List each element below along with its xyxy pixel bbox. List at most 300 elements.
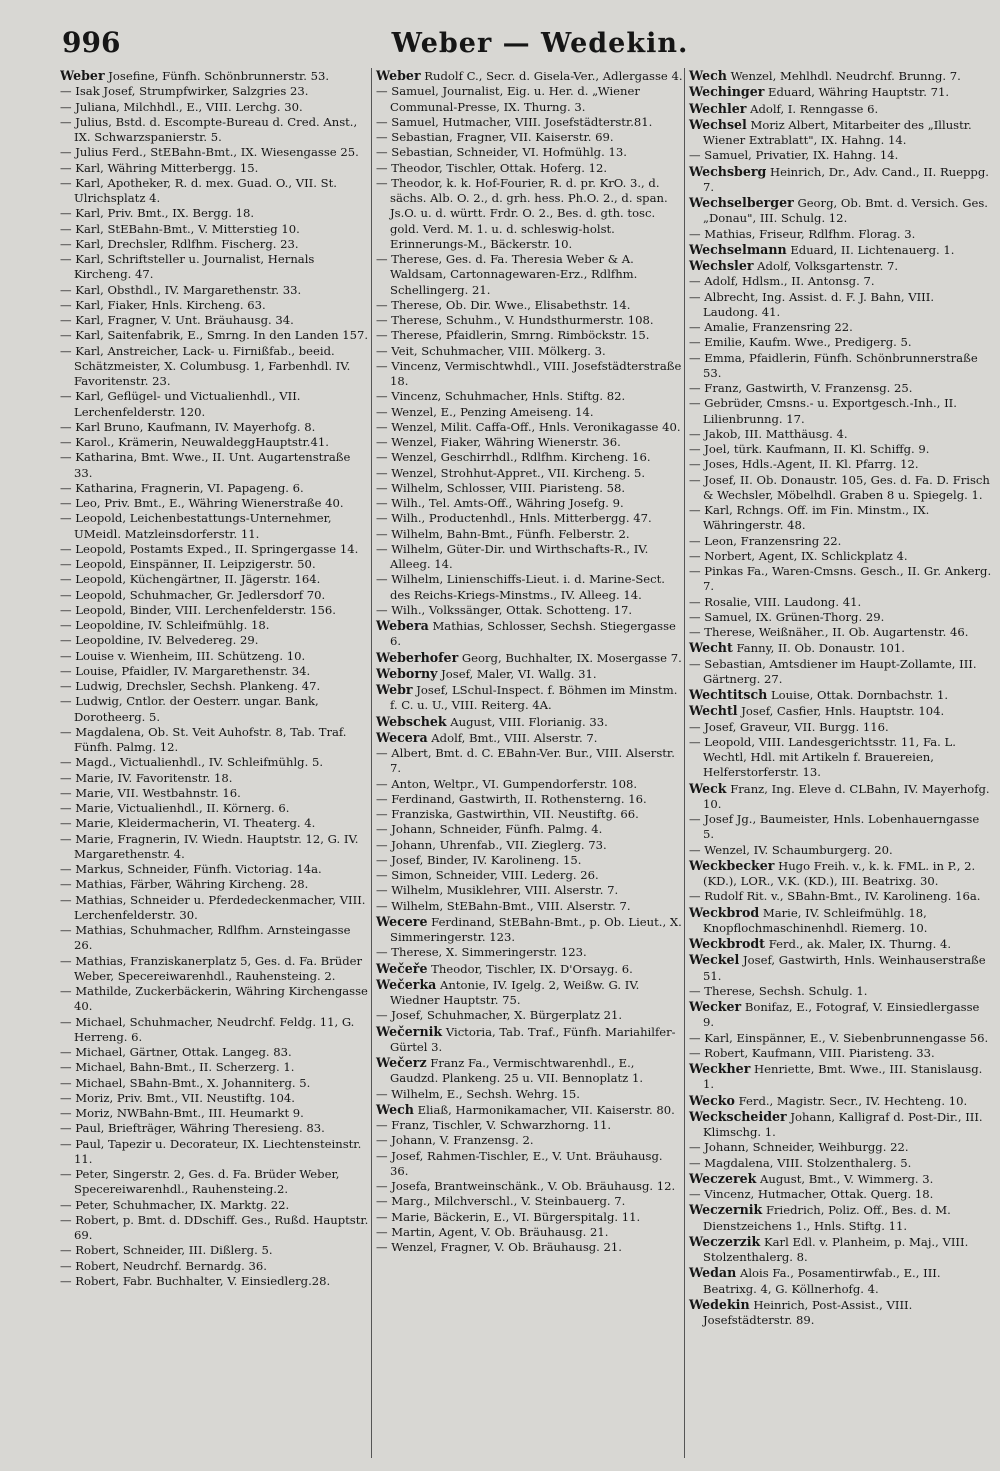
directory-entry [60,664,370,679]
entry-dash: — [376,945,392,960]
directory-entry [376,682,684,714]
entry-dash: — [689,1030,705,1045]
entry-dash: — [689,426,705,441]
entry-text: Wenzel, Geschirrhdl., Rdlfhm. Kircheng. 16. [391,450,651,465]
directory-entry [376,466,684,481]
entry-surname: Webr [376,682,413,697]
directory-entry [60,603,370,618]
entry-dash: — [60,1167,76,1181]
entry-dash: — [60,1090,76,1105]
entry-dash: — [376,602,392,617]
entry-text: Leopold, VIII. Landesgerichtsstr. 11, Fa. L. Wechtl, Hdl. mit Artikeln f. Brauereien, Helferstorferstr. 13. [703,734,956,780]
entry-text: Pinkas Fa., Waren-Cmsns. Gesch., II. Gr. Ankerg. 7. [703,564,992,594]
directory-entry [60,344,370,390]
entry-text: Moriz, Priv. Bmt., VII. Neustiftg. 104. [75,1090,295,1105]
entry-dash: — [689,594,705,609]
entry-text: Peter, Schuhmacher, IX. Marktg. 22. [75,1197,290,1212]
directory-entry [376,450,684,465]
entry-text: Norbert, Agent, IX. Schlickplatz 4. [704,548,908,563]
directory-entry [689,703,992,719]
entry-surname: Wechler [689,100,747,116]
directory-entry [689,274,992,289]
entry-text: Martin, Agent, V. Ob. Bräuhausg. 21. [391,1224,609,1239]
entry-text: Josefa, Brantweinschänk., V. Ob. Bräuhausg. 12. [391,1179,676,1193]
directory-entry [376,435,684,450]
entry-dash: — [60,328,76,343]
entry-text: Ludwig, Cntlor. der Oesterr. ungar. Bank, Dorotheerg. 5. [74,694,319,724]
directory-entry [689,936,992,952]
entry-dash: — [60,892,76,907]
entry-text: Julius Ferd., StEBahn-Bmt., IX. Wiesengasse 25. [75,145,359,160]
directory-entry [376,145,684,160]
entry-dash: — [60,1258,76,1273]
entry-text: Mathias, Schuhmacher, Rdlfhm. Arnsteingasse 26. [74,923,351,953]
page-number: 996 [62,26,121,59]
entry-text: Sebastian, Schneider, VI. Hofmühlg. 13. [391,145,627,160]
entry-dash: — [689,457,705,472]
entry-text: Robert, Neudrchf. Bernardg. 36. [75,1258,267,1273]
entry-text: Wilhelm, Linienschiffs-Lieut. i. d. Marine-Sect. des Reichs-Kriegs-Minstms., IV. Alleeg. 14. [390,572,665,602]
entry-text: Leopold, Leichenbestattungs-Unternehmer, UMeidl. Matzleinsdorferstr. 11. [74,511,332,541]
entry-dash: — [60,1197,76,1212]
directory-entry [689,68,992,84]
entry-surname: Wecere [376,913,428,929]
entry-dash: — [689,842,705,857]
directory-entry [60,1259,370,1274]
entry-dash: — [689,274,705,289]
entry-text: Gebrüder, Cmsns.- u. Exportgesch.-Inh., II. Lilienbrunng. 17. [703,396,957,426]
directory-entry [60,1121,370,1136]
entry-text: Karl, Anstreicher, Lack- u. Firnißfab., beeid. Schätzmeister, X. Columbusg. 1, Farbenhdl. IV. Favoritenstr. 23. [74,343,351,388]
directory-entry [689,858,992,890]
entry-text: Therese, Sechsh. Schulg. 1. [704,983,868,998]
entry-text: Leopoldine, IV. Schleifmühlg. 18. [75,618,270,632]
entry-surname: Wedekin [689,1296,750,1312]
directory-entry [376,618,684,650]
entry-surname: Weber [60,68,105,83]
directory-entry [376,420,684,435]
entry-dash: — [60,114,76,129]
entry-text: Paul, Briefträger, Währing Theresieng. 83. [75,1121,325,1136]
entry-text: Johann, Kalligraf d. Post-Dir., III. Klimschg. 1. [703,1109,983,1139]
entry-text: Samuel, Journalist, Eig. u. Her. d. „Wiener Communal-Presse, IX. Thurng. 3. [390,84,640,114]
entry-surname: Wechsel [689,116,747,132]
entry-text: Therese, Pfaidlerin, Smrng. Rimböckstr. 15. [391,328,650,343]
directory-entry [60,832,370,863]
entry-text: Marie, Kleidermacherin, VI. Theaterg. 4. [75,816,316,831]
entry-text: Leopold, Binder, VIII. Lerchenfelderstr. 156. [75,602,336,617]
entry-dash: — [376,883,392,898]
entry-text: Adolf, Hdlsm., II. Antonsg. 7. [704,274,875,289]
entry-dash: — [689,1045,705,1060]
entry-dash: — [376,1148,392,1163]
entry-text: Therese, Schuhm., V. Hundsthurmerstr. 108. [391,313,654,327]
directory-entry [60,923,370,954]
directory-entry [60,1274,370,1289]
directory-entry [689,148,992,163]
entry-surname: Wečerz [376,1055,427,1070]
entry-dash: — [689,1187,705,1201]
directory-entry [376,1210,684,1225]
entry-text: Rudolf C., Secr. d. Gisela-Ver., Adlergasse 4. [424,69,683,83]
entry-dash: — [689,889,705,904]
entry-dash: — [376,480,392,495]
entry-surname: Wechsler [689,258,754,273]
entry-text: Sebastian, Fragner, VII. Kaiserstr. 69. [391,130,614,144]
directory-entry [376,730,684,746]
entry-text: Josef, Rahmen-Tischler, E., V. Unt. Bräuhausg. 36. [390,1148,663,1178]
entry-dash: — [60,618,76,632]
entry-text: Mathias, Friseur, Rdlfhm. Florag. 3. [704,226,916,241]
entry-dash: — [60,663,76,678]
entry-text: Antonie, IV. Igelg. 2, Weißw. G. IV. Wiedner Hauptstr. 75. [390,977,640,1007]
directory-entry [689,242,992,258]
directory-entry [689,905,992,937]
directory-entry [376,1055,684,1087]
directory-entry [689,999,992,1031]
entry-text: Henriette, Bmt. Wwe., III. Stanislausg. 1. [703,1062,983,1092]
directory-entry [376,68,684,84]
directory-entry [60,206,370,221]
entry-dash: — [60,1121,76,1136]
directory-entry [60,298,370,313]
entry-dash: — [689,381,705,395]
directory-entry [376,511,684,526]
entry-dash: — [60,816,76,831]
directory-entry [376,945,684,960]
directory-entry [60,100,370,115]
entry-dash: — [60,496,76,510]
entry-text: Karl, StEBahn-Bmt., V. Mitterstieg 10. [75,221,300,236]
entry-text: Friedrich, Poliz. Off., Bes. d. M. Dienstzeichens 1., Hnls. Stiftg. 11. [703,1203,951,1233]
directory-entry [689,812,992,843]
entry-text: Johann, Schneider, Fünfh. Palmg. 4. [391,822,603,837]
entry-dash: — [60,602,76,617]
entry-text: Franz, Tischler, V. Schwarzhorng. 11. [391,1118,612,1132]
entry-text: Therese, Ges. d. Fa. Theresia Weber & A. Waldsam, Cartonnagewaren-Erz., Rdlfhm. Schellingerg. 21. [390,252,638,297]
directory-entry [689,781,992,813]
directory-entry [376,328,684,343]
entry-dash: — [60,541,76,556]
entry-dash: — [60,297,76,312]
entry-dash: — [376,1086,392,1101]
entry-dash: — [60,145,76,160]
directory-entry [689,1140,992,1155]
entry-dash: — [60,862,76,876]
directory-entry [689,1187,992,1202]
entry-text: Sebastian, Amtsdiener im Haupt-Zollamte, III. Gärtnerg. 27. [703,656,977,686]
directory-entry [60,420,370,435]
entry-dash: — [60,679,76,693]
directory-entry [60,984,370,1015]
entry-text: Leopold, Schuhmacher, Gr. Jedlersdorf 70. [75,587,326,602]
entry-text: Marie, IV. Schleifmühlg. 18, Knopflochmaschinenhdl. Riemerg. 10. [703,905,928,935]
entry-dash: — [376,450,392,465]
entry-dash: — [60,480,76,495]
directory-entry [376,868,684,883]
directory-entry [60,145,370,160]
directory-entry [60,389,370,420]
entry-dash: — [376,389,392,404]
entry-text: Veit, Schuhmacher, VIII. Mölkerg. 3. [391,343,606,358]
entry-text: Moriz, NWBahn-Bmt., III. Heumarkt 9. [75,1106,304,1120]
entry-text: Josef, Gastwirth, Hnls. Weinhauserstraße 51. [703,953,986,983]
directory-entry [376,344,684,359]
entry-dash: — [376,328,392,343]
directory-entry [376,746,684,777]
entry-text: Marie, IV. Favoritenstr. 18. [75,770,233,785]
directory-entry [376,899,684,914]
entry-dash: — [60,206,76,221]
entry-text: Karl, Apotheker, R. d. mex. Guad. O., VII. St. Ulrichsplatz 4. [74,175,337,205]
entry-surname: Wečerka [376,976,437,992]
directory-entry [376,714,684,730]
directory-entry [60,862,370,877]
entry-text: Eduard, II. Lichtenauerg. 1. [790,242,955,257]
entry-surname: Webschek [376,713,447,729]
directory-entry [60,313,370,328]
entry-surname: Weck [689,780,727,796]
entry-text: Wenzel, Fiaker, Währing Wienerstr. 36. [391,435,621,449]
entry-surname: Weckbrodt [689,936,765,951]
entry-text: Emilie, Kaufm. Wwe., Predigerg. 5. [704,335,912,350]
directory-entry [689,1202,992,1234]
directory-entry [60,588,370,603]
entry-dash: — [376,435,392,449]
entry-text: Karl, Fiaker, Hnls. Kircheng. 63. [75,297,266,312]
entry-text: Josef, Casfier, Hnls. Hauptstr. 104. [741,704,945,719]
entry-text: Josef, II. Ob. Donaustr. 105, Ges. d. Fa. D. Frisch & Wechsler, Möbelhdl. Graben 8 u. Spiegelg. 1. [703,472,990,502]
entry-surname: Wech [376,1101,414,1117]
entry-dash: — [689,148,705,163]
directory-entry [689,457,992,472]
entry-surname: Wecera [376,729,428,745]
entry-text: Emma, Pfaidlerin, Fünfh. Schönbrunnerstraße 53. [703,350,978,380]
entry-dash: — [60,587,76,602]
directory-entry [689,549,992,564]
entry-dash: — [689,719,705,734]
entry-dash: — [376,1240,392,1254]
entry-text: August, Bmt., V. Wimmerg. 3. [760,1171,934,1186]
entry-text: Josefine, Fünfh. Schönbrunnerstr. 53. [108,69,330,83]
entry-text: Johann, V. Franzensg. 2. [391,1133,534,1148]
entry-text: Leon, Franzensring 22. [704,533,842,548]
entry-surname: Weczerek [689,1170,757,1186]
entry-text: Alois Fa., Posamentirwfab., E., III. Beatrixg. 4, G. Köllnerhofg. 4. [703,1266,941,1296]
directory-entry [376,298,684,313]
entry-text: Theodor, Tischler, Ottak. Hoferg. 12. [391,160,608,175]
directory-entry [689,687,992,703]
directory-entry [376,389,684,404]
entry-dash: — [60,313,76,327]
entry-text: Theodor, k. k. Hof-Fourier, R. d. pr. KrO. 3., d. sächs. Alb. O. 2., d. grh. hess. Ph.O. 2., d. span. Js.O. u. d. württ. Frdr. O. 2., Bes. d. gth. tosc. gold. Verd. M. 1. u. d. schleswig-holst. Erinnerungs-M., Bäckerstr. 10. [390,175,668,251]
entry-text: Leo, Priv. Bmt., E., Währing Wienerstraße 40. [75,496,344,510]
directory-entry [376,977,684,1009]
directory-entry [376,961,684,977]
entry-dash: — [376,343,392,358]
directory-entry [60,725,370,756]
entry-dash: — [60,389,76,404]
directory-entry [60,633,370,648]
entry-dash: — [376,84,392,99]
directory-entry [689,381,992,396]
entry-text: Fanny, II. Ob. Donaustr. 101. [736,641,905,656]
entry-dash: — [60,419,76,434]
entry-text: Karl, Fragner, V. Unt. Bräuhausg. 34. [75,313,294,327]
directory-entry [689,1061,992,1093]
entry-dash: — [60,694,76,709]
entry-dash: — [376,114,392,129]
directory-entry [689,227,992,242]
entry-dash: — [60,99,76,114]
entry-surname: Wechsberg [689,163,767,179]
directory-entry [60,511,370,542]
directory-entry [60,694,370,725]
entry-text: Juliana, Milchhdl., E., VIII. Lerchg. 30. [75,99,303,114]
entry-text: Ferdinand, StEBahn-Bmt., p. Ob. Lieut., X. Simmeringerstr. 123. [390,914,682,944]
entry-dash: — [689,442,705,456]
entry-dash: — [60,511,76,526]
entry-dash: — [60,801,76,815]
entry-dash: — [60,1243,76,1258]
column-3 [684,68,992,1458]
entry-text: Franz Fa., Vermischtwarenhdl., E., Gaudzd. Plankeng. 25 u. VII. Bennoplatz 1. [390,1056,644,1086]
entry-text: Eliaß, Harmonikamacher, VII. Kaiserstr. 80. [417,1102,675,1117]
entry-dash: — [376,1209,392,1224]
directory-entry [689,195,992,227]
entry-dash: — [60,831,76,846]
entry-dash: — [376,1118,392,1132]
directory-entry [376,527,684,542]
entry-text: Franz, Ing. Eleve d. CLBahn, IV. Mayerhofg. 10. [703,781,990,811]
entry-dash: — [376,358,392,373]
entry-dash: — [376,807,392,821]
directory-entry [376,650,684,666]
entry-text: Wilhelm, Schlosser, VIII. Piaristeng. 58. [391,480,626,495]
entry-dash: — [689,1140,705,1155]
entry-surname: Wechselmann [689,241,787,257]
entry-dash: — [376,130,392,144]
entry-dash: — [60,785,76,800]
directory-entry [60,252,370,283]
entry-dash: — [60,1060,76,1075]
directory-entry [60,481,370,496]
entry-dash: — [376,404,392,419]
entry-surname: Wecko [689,1092,735,1108]
directory-entry [376,1118,684,1133]
entry-text: Katharina, Bmt. Wwe., II. Unt. Augartenstraße 33. [74,450,351,480]
entry-text: Josef, Maler, VI. Wallg. 31. [441,666,597,681]
entry-text: Robert, Fabr. Buchhalter, V. Einsiedlerg.28. [75,1273,331,1288]
directory-entry [376,822,684,837]
directory-entry [60,816,370,831]
entry-dash: — [60,175,76,190]
entry-dash: — [376,313,392,327]
entry-dash: — [60,724,76,739]
directory-entry [689,1171,992,1187]
entry-text: Karl, Einspänner, E., V. Siebenbrunnengasse 56. [704,1030,989,1045]
entry-text: Magdalena, Ob. St. Veit Auhofstr. 8, Tab. Traf. Fünfh. Palmg. 12. [74,724,347,754]
directory-entry [376,84,684,115]
entry-dash: — [689,812,705,826]
entry-dash: — [689,396,705,411]
directory-entry [689,1046,992,1061]
entry-text: Mathias, Franziskanerplatz 5, Ges. d. Fa. Brüder Weber, Specereiwarenhdl., Rauhensteing. 2. [74,953,363,983]
directory-entry [376,1008,684,1023]
entry-text: Robert, p. Bmt. d. DDschiff. Ges., Rußd. Hauptstr. 69. [74,1212,369,1242]
directory-entry [376,603,684,618]
entry-text: Peter, Singerstr. 2, Ges. d. Fa. Brüder Weber, Specereiwarenhdl., Rauhensteing.2. [74,1167,340,1197]
entry-text: Markus, Schneider, Fünfh. Victoriag. 14a. [75,862,322,876]
directory-entry [376,496,684,511]
entry-dash: — [60,282,76,297]
entry-text: Theodor, Tischler, IX. D'Orsayg. 6. [431,961,633,976]
entry-text: Karl, Geflügel- und Victualienhdl., VII. Lerchenfelderstr. 120. [74,389,301,419]
directory-entry [689,1297,992,1329]
directory-entry [689,320,992,335]
directory-entry [689,1234,992,1266]
directory-entry [689,720,992,735]
directory-entry [376,807,684,822]
entry-text: Vincenz, Vermischtwhdl., VIII. Josefstädterstraße 18. [390,358,682,388]
entry-text: Marie, Victualienhdl., II. Körnerg. 6. [75,801,290,815]
directory-entry [60,496,370,511]
entry-surname: Wecker [689,999,742,1014]
entry-text: Mathias, Färber, Währing Kircheng. 28. [75,877,309,892]
entry-text: Samuel, Privatier, IX. Hahng. 14. [704,148,899,163]
directory-entry [60,542,370,557]
directory-entry [376,313,684,328]
entry-text: Rudolf Rit. v., SBahn-Bmt., IV. Karolineng. 16a. [704,889,981,904]
entry-text: Robert, Schneider, III. Dißlerg. 5. [75,1243,273,1258]
directory-entry [60,572,370,587]
entry-text: Samuel, IX. Grünen-Thorg. 29. [704,609,885,624]
directory-entry [376,853,684,868]
entry-surname: Weczernik [689,1202,763,1218]
entry-text: Wenzel, IV. Schaumburgerg. 20. [704,842,893,857]
entry-dash: — [60,1212,76,1227]
directory-entry [376,115,684,130]
directory-entry [60,679,370,694]
entry-text: Marie, Fragnerin, IV. Wiedn. Hauptstr. 12, G. IV. Margarethenstr. 4. [74,831,359,861]
entry-text: Wenzel, Fragner, V. Ob. Bräuhausg. 21. [391,1240,622,1254]
entry-text: Wilhelm, StEBahn-Bmt., VIII. Alserstr. 7. [391,898,631,913]
entry-text: August, VIII. Florianig. 33. [450,714,608,729]
entry-text: Josef Jg., Baumeister, Hnls. Lobenhauerngasse 5. [703,812,980,842]
entry-text: Michael, Gärtner, Ottak. Langeg. 83. [75,1045,292,1059]
entry-text: Ferd., Magistr. Secr., IV. Hechteng. 10. [738,1093,968,1108]
entry-surname: Weckscheider [689,1108,787,1124]
entry-dash: — [376,526,392,541]
entry-dash: — [376,541,392,556]
entry-text: Leopold, Postamts Exped., II. Springergasse 14. [75,541,359,556]
entry-text: Eduard, Währing Hauptstr. 71. [768,85,950,100]
entry-text: Wenzel, Strohhut-Appret., VII. Kircheng. 5. [391,465,646,480]
directory-entry [376,1102,684,1118]
entry-text: Leopold, Einspänner, II. Leipzigerstr. 50. [75,557,316,571]
entry-text: Simon, Schneider, VIII. Lederg. 26. [391,868,599,882]
directory-entry [60,115,370,146]
entry-text: Karol., Krämerin, NeuwaldeggHauptstr.41. [75,435,329,449]
entry-text: Michael, SBahn-Bmt., X. Johanniterg. 5. [75,1075,311,1090]
directory-entry [689,351,992,382]
directory-entry [689,84,992,100]
directory-entry [60,237,370,252]
entry-text: Wilh., Volkssänger, Ottak. Schotteng. 17. [391,602,633,617]
entry-surname: Wechinger [689,84,765,100]
directory-entry [60,649,370,664]
entry-text: Adolf, Bmt., VIII. Alserstr. 7. [431,730,598,745]
